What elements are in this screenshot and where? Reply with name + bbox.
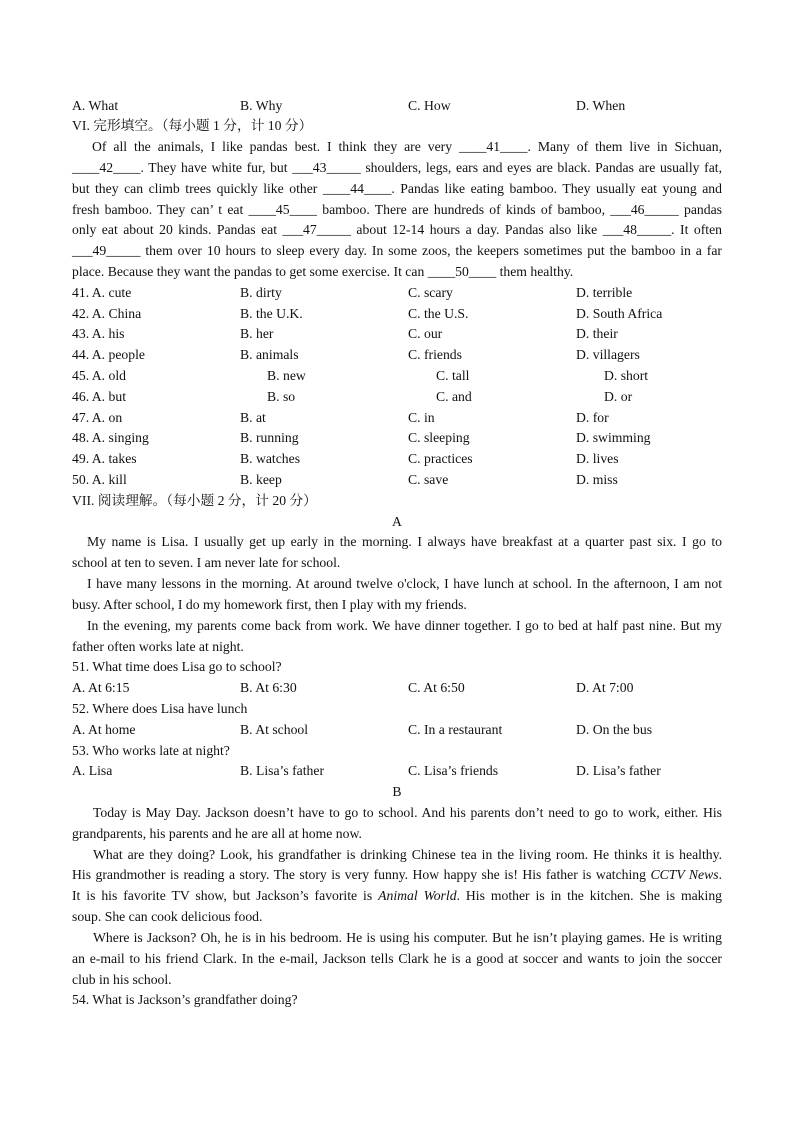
option: D. When (576, 97, 626, 113)
option: C. At 6:50 (408, 680, 465, 696)
option: 49. A. takes (72, 451, 137, 467)
passage-line: school at ten to seven. I am never late for school. (72, 555, 341, 571)
passage-line: My name is Lisa. I usually get up early in the morning. I always have breakfast at a quarter past six. I go to (87, 534, 722, 550)
cloze-question-options (72, 366, 722, 387)
option: B. watches (240, 451, 301, 467)
passage-line (72, 886, 722, 907)
passage-line: Today is May Day. Jackson doesn’t have to go to school. And his parents don’t need to go to work, either. His (93, 805, 722, 820)
question-stem: 51. What time does Lisa go to school? (72, 659, 282, 675)
option: D. for (576, 409, 609, 425)
option: 48. A. singing (72, 430, 149, 446)
passage-line: but they can climb trees quickly like other ____44____. Pandas like eating bamboo. They usually eat young and (72, 180, 722, 196)
option: A. At 6:15 (72, 680, 130, 696)
passage-line: fresh bamboo. They can’ t eat ____45____ bamboo. There are hundreds of kinds of bamboo, ___46_____ pandas (72, 201, 722, 217)
passage-line: an e-mail to his friend Clark. In the e-mail, Jackson tells Clark he is a good at soccer and wants to join the soccer (72, 950, 722, 966)
cloze-question-options (72, 345, 722, 366)
passage-line (72, 865, 722, 886)
section-heading-reading: VII. 阅读理解。（每小题 2 分，计 20 分） (72, 492, 317, 508)
option: 44. A. people (72, 347, 145, 363)
option: D. On the bus (576, 721, 653, 737)
option: C. sleeping (408, 430, 470, 446)
passage-paragraph (72, 845, 722, 928)
passage-line: I have many lessons in the morning. At around twelve o'clock, I have lunch at school. In the afternoon, I am not (87, 576, 722, 592)
text-segment: His grandmother is reading a story. The story is very funny. How happy she is! His father is watching (72, 867, 651, 883)
passage-label: A (392, 513, 402, 529)
question-stem: 53. Who works late at night? (72, 742, 230, 758)
passage-line: club in his school. (72, 971, 172, 987)
option: C. friends (408, 347, 462, 363)
option: D. South Africa (576, 305, 663, 321)
option: B. at (240, 409, 266, 425)
option: C. Lisa’s friends (408, 763, 499, 779)
passage-line: grandparents, his parents and he are all at home now. (72, 825, 362, 841)
passage-line: ____42____. They have white fur, but ___43_____ shoulders, legs, ears and eyes are black. Pandas are usually fat, (72, 160, 722, 176)
passage-paragraph (72, 928, 722, 990)
passage-paragraph (72, 137, 722, 283)
passage-line: Where is Jackson? Oh, he is in his bedroom. He is using his computer. But he isn’t playing games. He is writing (93, 929, 722, 945)
option: D. or (604, 388, 633, 404)
option: 43. A. his (72, 326, 125, 342)
option: B. the U.K. (240, 305, 303, 321)
cloze-question-options (72, 304, 722, 325)
text-segment: . His mother is in the kitchen. She is making (456, 888, 723, 904)
option: D. short (604, 368, 649, 384)
option: 50. A. kill (72, 472, 127, 488)
option: B. Lisa’s father (240, 763, 325, 779)
question-stem: 54. What is Jackson’s grandfather doing? (72, 992, 298, 1008)
cloze-question-options (72, 387, 722, 408)
option: A. Lisa (72, 763, 113, 779)
option: C. save (408, 472, 449, 488)
passage-paragraph (72, 574, 722, 616)
cloze-question-options (72, 449, 722, 470)
cloze-question-options (72, 324, 722, 345)
option: C. In a restaurant (408, 721, 503, 737)
option: C. practices (408, 451, 473, 467)
exam-page (72, 96, 722, 1012)
italic-title: Animal World (378, 888, 457, 904)
option: D. their (576, 326, 618, 342)
option: D. terrible (576, 284, 633, 300)
section-heading-cloze: VI. 完形填空。（每小题 1 分，计 10 分） (72, 118, 313, 134)
option: A. What (72, 97, 119, 113)
question-40-options (72, 96, 722, 117)
passage-line: father often works late at night. (72, 638, 244, 654)
text-segment: It is his favorite TV show, but Jackson’s favorite is (72, 888, 379, 904)
option: C. and (436, 388, 472, 404)
option: B. animals (240, 347, 299, 363)
cloze-question-options (72, 470, 722, 491)
option: D. At 7:00 (576, 680, 634, 696)
option: D. lives (576, 451, 619, 467)
option: B. dirty (240, 284, 282, 300)
passage-line: What are they doing? Look, his grandfather is drinking Chinese tea in the living room. He thinks it is healthy. (93, 846, 722, 862)
passage-line: Of all the animals, I like pandas best. I think they are very ____41____. Many of them live in Sichuan, (92, 139, 722, 155)
option: B. At 6:30 (240, 680, 297, 696)
passage-line: busy. After school, I do my homework first, then I play with my friends. (72, 596, 467, 612)
option: D. miss (576, 472, 618, 488)
passage-paragraph (72, 616, 722, 658)
question-options (72, 678, 722, 699)
passage-line: soup. She can cook delicious food. (72, 909, 263, 925)
option: B. keep (240, 472, 282, 488)
passage-label: B (392, 784, 402, 800)
cloze-question-options (72, 283, 722, 304)
cloze-question-options (72, 408, 722, 429)
question-options (72, 761, 722, 782)
option: 45. A. old (72, 368, 126, 384)
question-stem: 52. Where does Lisa have lunch (72, 700, 248, 716)
passage-line: In the evening, my parents come back from work. We have dinner together. I go to bed at half past nine. But my (87, 617, 722, 633)
text-segment: . (718, 867, 722, 883)
option: C. our (408, 326, 443, 342)
passage-line: ___49_____ them over 10 hours to sleep every day. In some zoos, the keepers sometimes put the bamboo in a far (72, 243, 722, 259)
option: 47. A. on (72, 409, 123, 425)
cloze-question-options (72, 428, 722, 449)
option: D. swimming (576, 430, 651, 446)
option: C. How (408, 97, 451, 113)
option: B. At school (240, 721, 309, 737)
option: B. new (267, 368, 306, 384)
option: B. so (267, 388, 296, 404)
option: 42. A. China (72, 305, 142, 321)
option: B. running (240, 430, 299, 446)
question-options (72, 720, 722, 741)
option: C. in (408, 409, 435, 425)
option: 41. A. cute (72, 284, 132, 300)
passage-paragraph (72, 532, 722, 574)
passage-paragraph (72, 803, 722, 845)
option: B. Why (240, 97, 283, 113)
italic-title: CCTV News (650, 867, 719, 883)
option: 46. A. but (72, 388, 126, 404)
option: A. At home (72, 721, 136, 737)
option: D. villagers (576, 347, 640, 363)
option: B. her (240, 326, 274, 342)
option: C. the U.S. (408, 305, 469, 321)
passage-line: place. Because they want the pandas to get some exercise. It can ____50____ them healthy. (72, 264, 574, 280)
option: C. scary (408, 284, 453, 300)
option: C. tall (436, 368, 470, 384)
passage-line: only eat about 20 kinds. Pandas eat ___47_____ about 12-14 hours a day. Pandas also like ___48_____. It often (72, 222, 722, 238)
option: D. Lisa’s father (576, 763, 661, 779)
